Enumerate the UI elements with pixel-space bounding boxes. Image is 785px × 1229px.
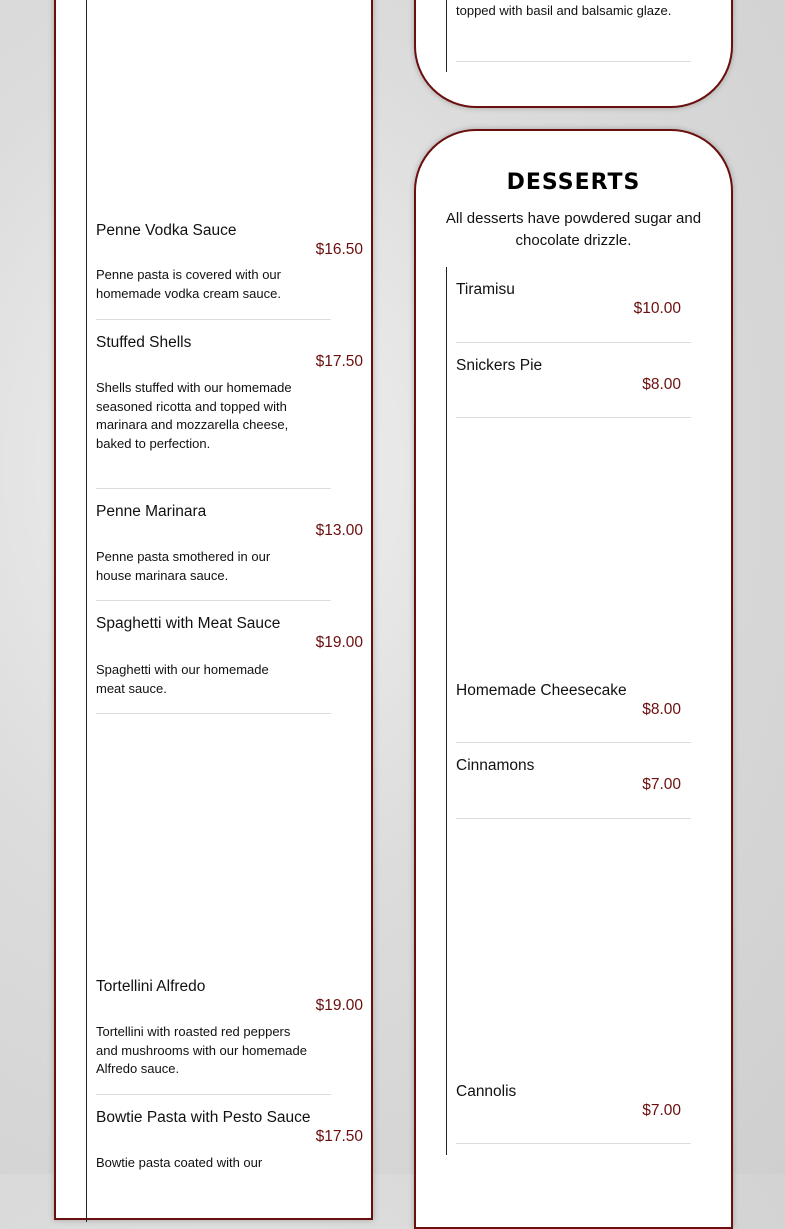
item-price: $8.00 [642, 376, 681, 393]
section-title: DESSERTS [506, 170, 641, 195]
item-name: Penne Marinara [96, 503, 207, 520]
item-name: Penne Vodka Sauce [96, 222, 237, 239]
menu-item-cinnamons[interactable] [456, 757, 681, 793]
menu-item-tortellini-alfredo[interactable] [96, 978, 363, 1076]
item-price: $17.50 [315, 353, 363, 370]
item-price: $19.00 [315, 634, 363, 651]
item-description: Bowtie pasta coated with our [96, 1155, 263, 1170]
desserts-menu-panel [414, 129, 733, 1229]
item-separator [456, 818, 691, 819]
item-separator [96, 1094, 331, 1095]
item-description: Shells stuffed with our homemade seasoned ricotta and topped with marinara and mozzarella cheese, baked to perfection. [96, 380, 292, 451]
menu-item-penne-vodka[interactable] [96, 222, 363, 301]
previous-section-panel [414, 0, 733, 108]
item-separator [456, 742, 691, 743]
menu-item-homemade-cheesecake[interactable] [456, 682, 681, 718]
item-price: $13.00 [315, 522, 363, 539]
panel-divider-line [446, 0, 447, 72]
item-name: Stuffed Shells [96, 334, 192, 351]
item-separator [96, 488, 331, 489]
item-name: Cannolis [456, 1083, 517, 1100]
item-name: Snickers Pie [456, 357, 543, 374]
item-name: Spaghetti with Meat Sauce [96, 615, 281, 632]
item-separator [456, 342, 691, 343]
menu-item-spaghetti-meat-sauce[interactable] [96, 615, 363, 696]
item-separator [456, 1143, 691, 1144]
item-price: $7.00 [642, 776, 681, 793]
item-name: Homemade Cheesecake [456, 682, 627, 699]
item-description: Spaghetti with our homemade meat sauce. [96, 662, 269, 696]
section-subtitle: All desserts have powdered sugar and chocolate drizzle. [445, 210, 702, 249]
item-name: Bowtie Pasta with Pesto Sauce [96, 1109, 311, 1126]
item-separator [96, 713, 331, 714]
item-separator [456, 417, 691, 418]
panel-divider-line [86, 0, 87, 1222]
item-price: $19.00 [315, 997, 363, 1014]
item-price: $16.50 [315, 241, 363, 258]
item-separator [96, 600, 331, 601]
menu-item-stuffed-shells[interactable] [96, 334, 363, 451]
item-name: Cinnamons [456, 757, 535, 774]
item-name: Tortellini Alfredo [96, 978, 206, 995]
menu-item-cannolis[interactable] [456, 1083, 681, 1119]
item-description: Tortellini with roasted red peppers and mushrooms with our homemade Alfredo sauce. [96, 1024, 307, 1076]
pasta-menu-panel [54, 0, 373, 1220]
item-name: Tiramisu [456, 281, 515, 298]
menu-item-bowtie-pesto[interactable] [96, 1109, 363, 1170]
item-price: $8.00 [642, 701, 681, 718]
item-description-fragment: topped with basil and balsamic glaze. [456, 2, 672, 18]
item-separator [456, 61, 691, 62]
panel-divider-line [446, 267, 447, 1155]
item-separator [96, 319, 331, 320]
menu-item-tiramisu[interactable] [456, 281, 681, 317]
item-price: $17.50 [315, 1128, 363, 1145]
item-price: $10.00 [633, 300, 681, 317]
item-description: Penne pasta smothered in our house marinara sauce. [96, 549, 271, 583]
menu-item-penne-marinara[interactable] [96, 503, 363, 583]
item-price: $7.00 [642, 1102, 681, 1119]
item-description: Penne pasta is covered with our homemade vodka cream sauce. [96, 267, 281, 301]
menu-item-snickers-pie[interactable] [456, 357, 681, 393]
